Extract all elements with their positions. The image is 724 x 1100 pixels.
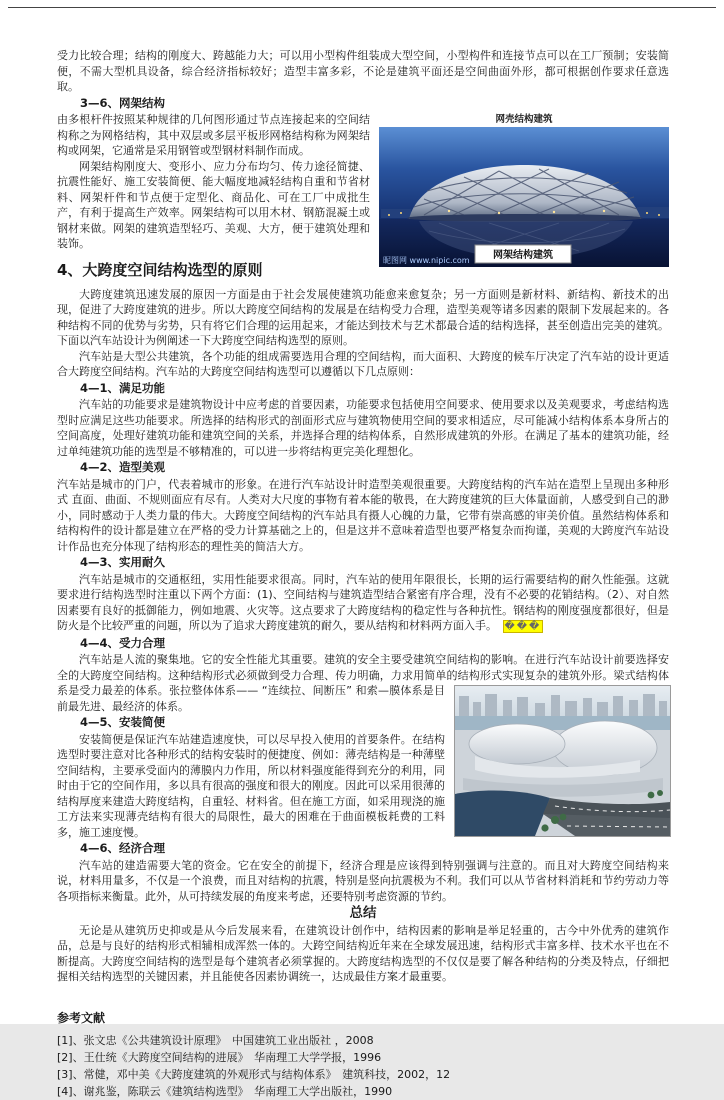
reference-item-1: [1]、张文忠《公共建筑设计原理》 中国建筑工业出版社 ，2008	[57, 1034, 374, 1047]
paragraph-4-4	[57, 652, 669, 714]
paragraph-4-1: 汽车站的功能要求是建筑物设计中应考虑的首要因素，功能要求包括使用空间要求、使用要求以及美观要求，考虑结构选型时应满足这些功能要求。所选择的结构形式的剖面形式应与建筑物使用空间的要求相适应，尽可能减小结构体系本身所占的空间高度，处理好建筑功能和建筑空间的关系，并选择合理的结构体系，自然形成建筑的外形。在满足了基本的建筑功能，经过单纯建筑功能的选型是不够精准的，可以进一步将结构更完美化理想化。	[57, 398, 669, 458]
heading-4-2: 4—2、造型美观	[80, 460, 166, 474]
paragraph-3-6-b: 网架结构刚度大、变形小、应力分布均匀、传力途径简捷、抗震性能好、施工安装简便、能大幅度地减轻结构自重和节省材料、网架杆件和节点便于定型化、商品化、可在工厂中成批生产，有利于提高生产效率。网架结构可以用木材、钢筋混凝土或钢材来做。网架的建筑造型轻巧、美观、大方，便于建筑处理和装饰。	[57, 159, 370, 250]
reference-item-2: [2]、王仕统《大跨度空间结构的进展》 华南理工大学学报，1996	[57, 1051, 382, 1064]
paragraph-4-5: 安装简便是保证汽车站建造速度快，可以尽早投入使用的首要条件。在结构选型时要注意对比各种形式的结构安装时的便捷度、例如：薄壳结构是一种薄壁空间结构，主要承受面内的薄膜内力作用，所以材料强度能得到充分的利用，同时由于它的空间作用，多以具有很高的强度和很大的刚度。因此可以采用很薄的结构厚度来建造大跨度结构，自重轻、材料省。但在施工方面，如采用现浇的施工方法来实现薄壳结构有很大的局限性，最大的困难在于曲面模板耗费的工料多，施工速度慢。	[57, 732, 445, 839]
heading-4-1: 4—1、满足功能	[80, 380, 166, 395]
paragraph-4-3	[57, 572, 669, 635]
bus-station-aerial-render	[454, 685, 671, 837]
figure1-label: 网架结构建筑	[493, 250, 553, 261]
paragraph-4-b: 汽车站是大型公共建筑，各个功能的组成需要选用合理的空间结构，而大面积、大跨度的候车厅决定了汽车站的设计更适合大跨度空间结构。汽车站的大跨度空间结构选型可以遵循以下几点原则：	[57, 349, 669, 378]
paragraph-summary: 无论是从建筑历史抑或是从今后发展来看，在建筑设计创作中，结构因素的影响是举足轻重的，古今中外优秀的建筑作品，总是与良好的结构形式相辅相成浑然一体的。大跨空间结构近年来在全球发展迅速，结构形式丰富多样、技术水平也在不断提高。大跨度空间结构的选型是每个建筑者必须掌握的。大跨度结构选型的不仅仅是要了解各种结构的分类及特点，仔细把握相关结构选型的关键因素，并且能使各因素协调统一，达成最佳方案才最重要。	[57, 923, 669, 983]
paragraph-4-4-part1: 汽车站是人流的聚集地。它的安全性能尤其重要。建筑的安全主要受建筑空间结构的影响。在进行汽车站设计前要选择安全的大跨度空间结构。这种结构形式必须做到受力合理、传力明确，力求用简单的结构形式实现复杂的建筑外形。梁式结构体系是	[57, 653, 669, 697]
paragraph-3-6-a: 由多根杆件按照某种规律的几何图形通过节点连接起来的空间结构称之为网格结构，其中双层或多层平板形网格结构称为网架结构或网架，它通常是采用钢管或型钢材料制作而成。	[57, 113, 370, 157]
paragraph-4-a: 大跨度建筑迅速发展的原因一方面是由于社会发展使建筑功能愈来愈复杂；另一方面则是新材料、新结构、新技术的出现，促进了大跨度建筑的进步。所以大跨度空间结构的发展是在结构受力合理，造型美观等诸多因素的限制下发展起来的。各种结构不同的优势与劣势，只有将它们合理的运用起来，才能达到技术与艺术都最合适的结构选择，甚至创造出完美的建筑。下面以汽车站设计为例阐述一下大跨度空间结构选型的原则。	[57, 287, 669, 347]
figure1-top-caption: 网壳结构建筑	[495, 114, 553, 125]
intro-paragraph: 受力比较合理；结构的刚度大、跨越能力大；可以用小型构件组装成大型空间，小型构件和连接节点可以在工厂预制；安装简便，不需大型机具设备，综合经济指标较好；造型丰富多彩，不论是建筑平面还是空间曲面外形，都可根据创作要求任意选取。	[57, 49, 669, 93]
heading-4: 4、大跨度空间结构选型的原则	[57, 260, 263, 279]
figure-station-render	[454, 685, 669, 837]
paragraph-4-3-text: 汽车站是城市的交通枢纽，实用性能要求很高。同时，汽车站的使用年限很长，长期的运行需要结构的耐久性能强。这就要求进行结构选型时注重以下两个方面：(1)、空间结构与建筑造型结合紧密有序合理，没有不必要的花销结构。（2）、对自然因素要有良好的抵御能力，例如地震、火灾等。这点要求了大跨度结构的稳定性与各种抗性。钢结构的刚度强度都很好，但是防火是个比较严重的问题，所以为了追求大跨度建筑的耐久，要从结构和材料两方面入手。	[57, 572, 669, 632]
highlighted-marks: ���	[504, 621, 542, 632]
paragraph-4-6: 汽车站的建造需要大笔的资金。它在安全的前提下，经济合理是应该得到特别强调与注意的。而且对大跨度空间结构来说，材料用量多，不仅是一个浪费，而且对结构的抗震，特别是竖向抗震极为不利。我们可以从节省材料消耗和节约劳动力等各项指标来衡量。此外，从可持续发展的角度来考虑，还要特别考虑资源的节约。	[57, 858, 669, 903]
reference-item-3: [3]、常健，邓中美《大跨度建筑的外观形式与结构体系》 建筑科技，2002，12	[57, 1068, 451, 1081]
paragraph-4-4-part2: 受力最差的体系。张拉整体体系—— “连续拉、间断压” 和索—膜体系是目前最先进、最经济的体系。	[57, 684, 446, 713]
heading-references: 参考文献	[57, 1010, 106, 1025]
heading-summary: 总结	[349, 905, 377, 921]
heading-4-6: 4—6、经济合理	[80, 841, 166, 855]
paragraph-4-2: 汽车站是城市的门户，代表着城市的形象。在进行汽车站设计时造型美观很重要。大跨度结构的汽车站在造型上呈现出多种形式 直面、曲面、不规则面应有尽有。人类对大尺度的事物有着本能的敬畏，在大跨度建筑的巨大体量面前，人感受到自己的渺小，同时感动于人类力量的伟大。大跨度空间结构的汽车站具有摄人心魄的力量，它带有崇高感的审美价值。虽然结构体系和结构构件的设计都是建立在严格的受力计算基础之上的，但是这并不意味着造型也要严格复杂而拘谨，美观的大跨度汽车站设计作品也充分体现了结构形态的理性美的简洁大方。	[57, 477, 669, 553]
document-content	[57, 48, 669, 1100]
birds-nest-photo	[379, 127, 669, 267]
figure1-watermark: 昵图网 www.nipic.com	[383, 256, 470, 265]
heading-4-3: 4—3、实用耐久	[80, 555, 166, 569]
page-top-border	[8, 7, 716, 8]
heading-4-5: 4—5、安装简便	[80, 715, 166, 729]
heading-3-6: 3—6、网架结构	[80, 95, 166, 110]
heading-4-4: 4—4、受力合理	[80, 635, 166, 650]
reference-item-4: [4]、谢兆鉴，陈联云《建筑结构选型》 华南理工大学出版社，1990	[57, 1085, 393, 1098]
figure-grid-structure	[379, 114, 669, 267]
